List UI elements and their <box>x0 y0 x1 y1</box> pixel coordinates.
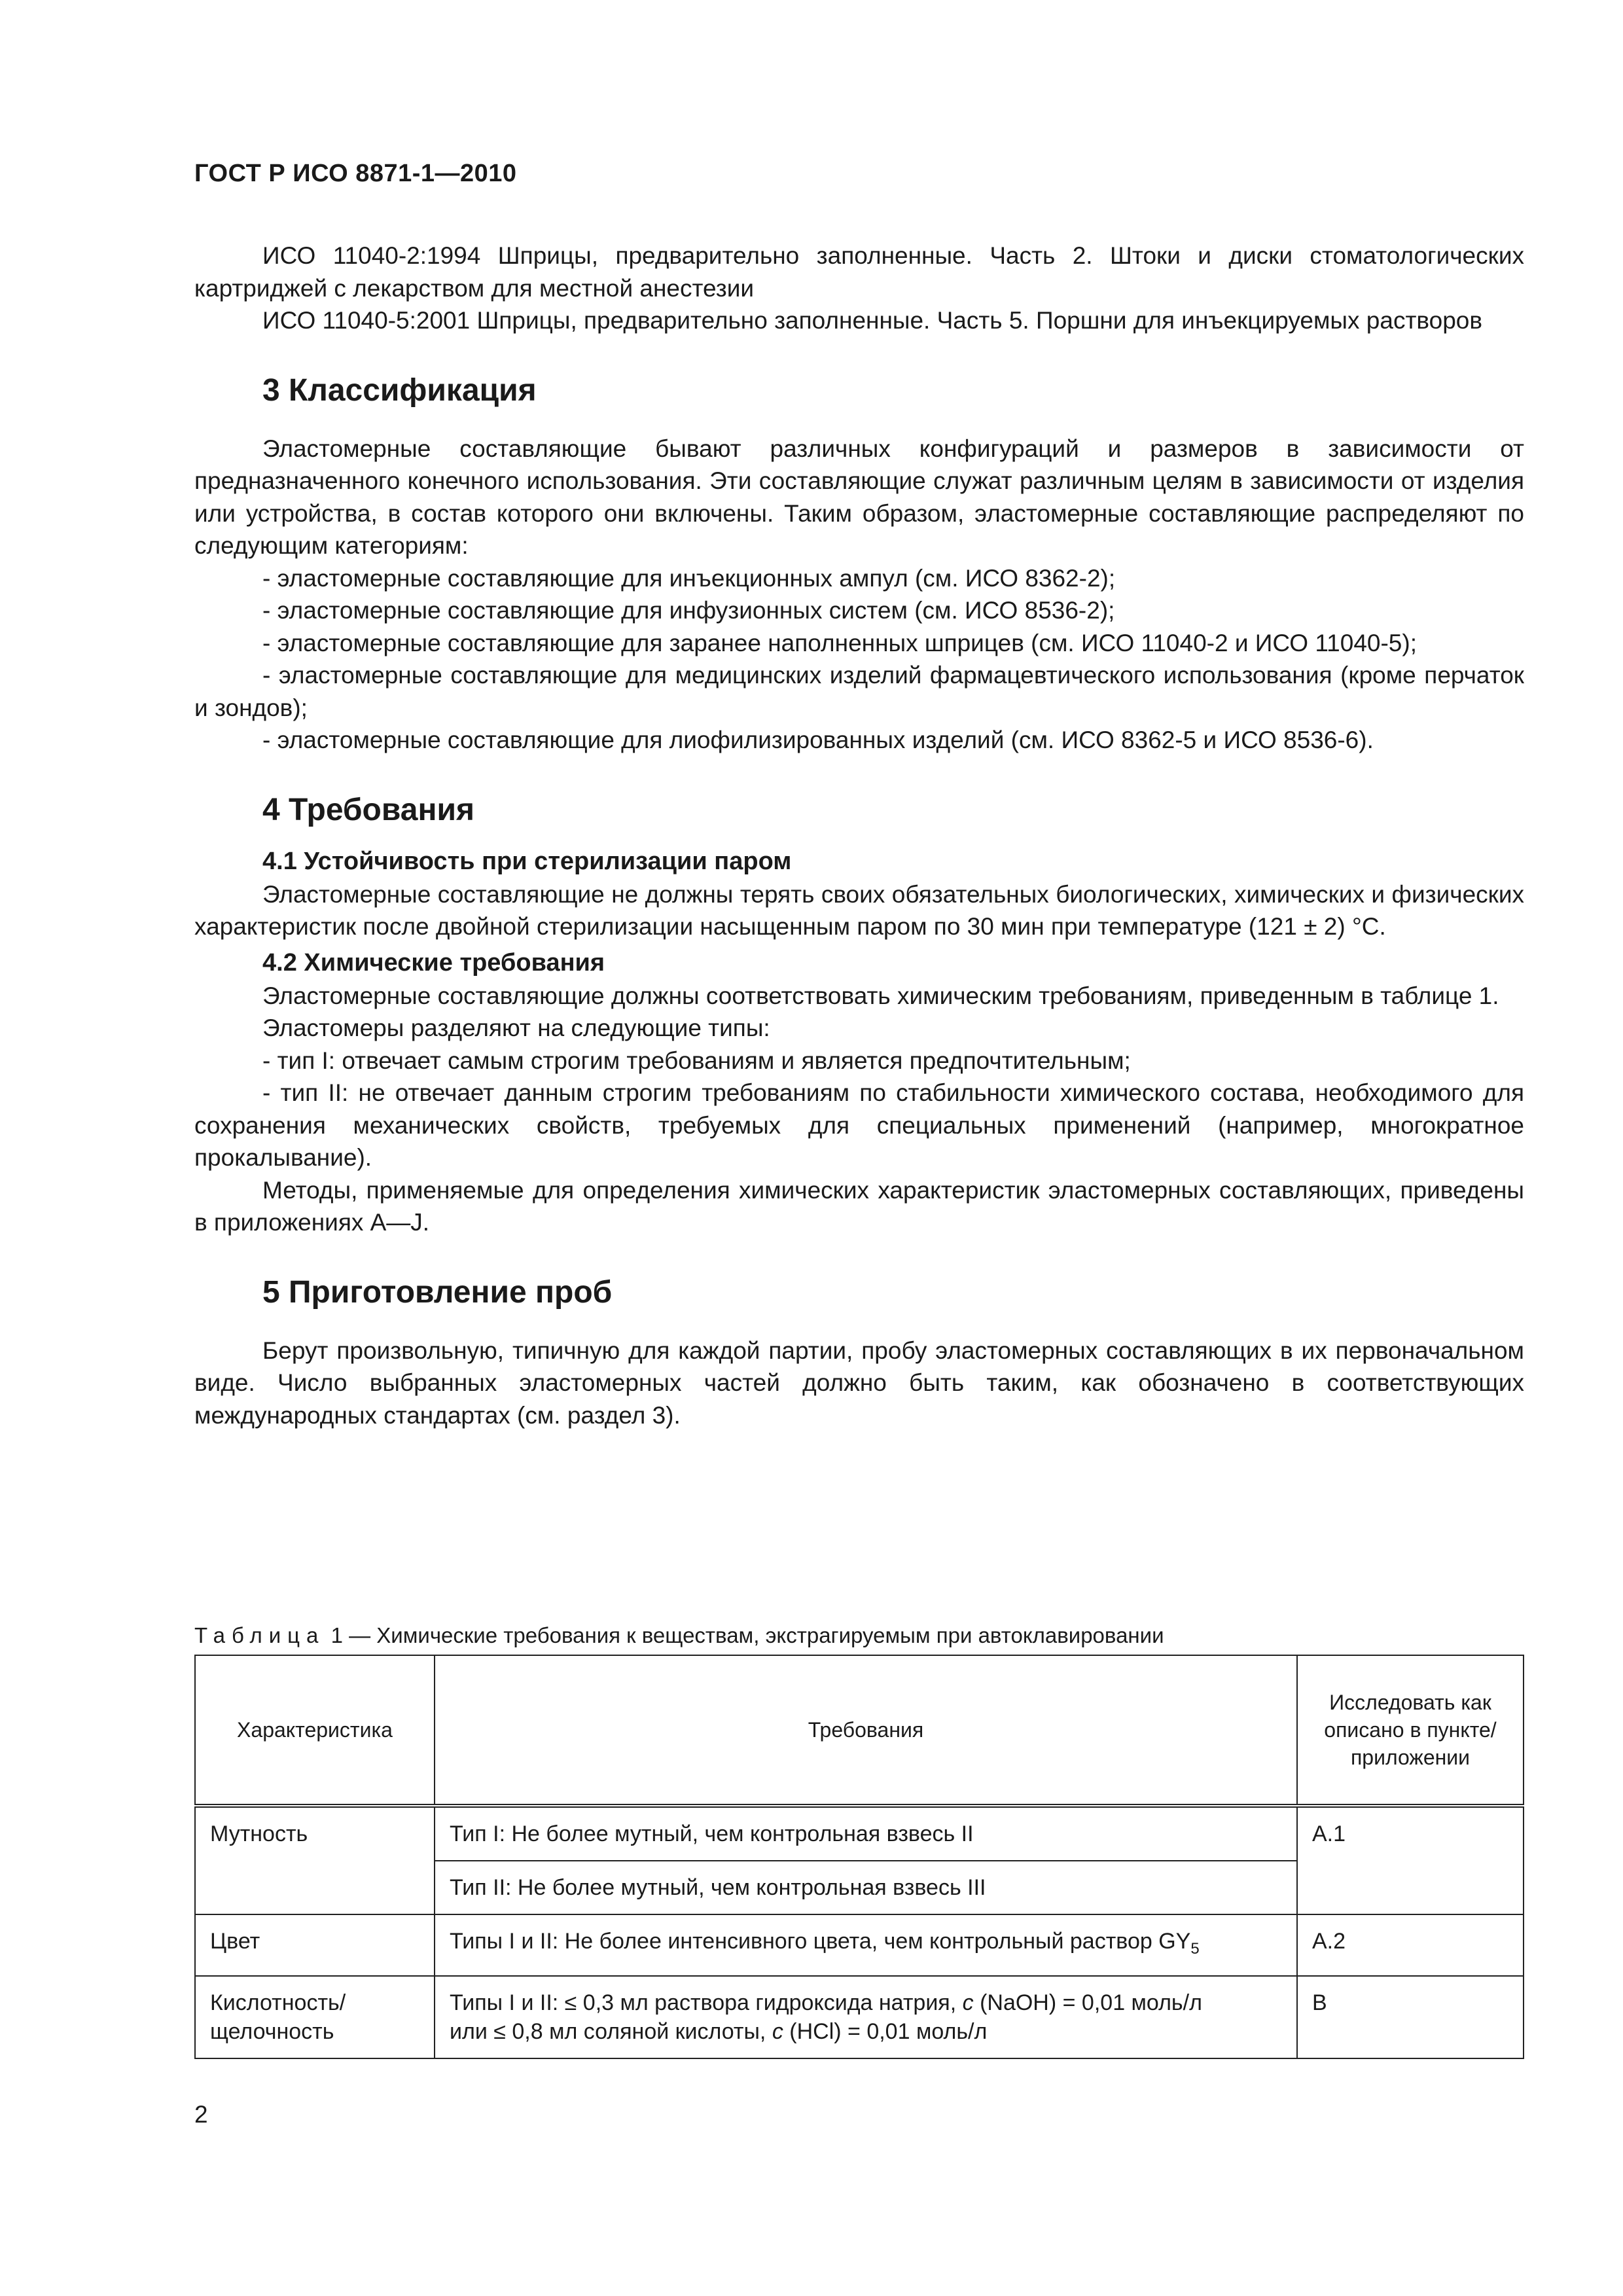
header-cell: Характеристика <box>195 1655 435 1806</box>
requirement-cell: Тип I: Не более мутный, чем контрольная взвесь II <box>435 1806 1297 1861</box>
list-item: - эластомерные составляющие для инфузионных систем (см. ИСО 8536-2); <box>262 597 1115 624</box>
list-item: - эластомерные составляющие для заранее наполненных шприцев (см. ИСО 11040-2 и ИСО 11040-5); <box>262 629 1417 656</box>
list-item: - эластомерные составляющие для инъекционных ампул (см. ИСО 8362-2); <box>262 564 1116 592</box>
table-caption-word: Таблица <box>194 1623 325 1647</box>
characteristic-cell: Мутность <box>195 1806 435 1914</box>
subsection-4-2-paragraph: Эластомеры разделяют на следующие типы: <box>262 1014 770 1041</box>
section-3-title: 3 Классификация <box>262 372 537 408</box>
header-cell: Исследовать как описано в пункте/ приложении <box>1297 1655 1524 1806</box>
header-cell: Требования <box>435 1655 1297 1806</box>
table-caption-text: 1 — Химические требования к веществам, экстрагируемым при автоклавировании <box>330 1623 1164 1647</box>
requirement-cell: Тип II: Не более мутный, чем контрольная взвесь III <box>435 1861 1297 1914</box>
requirement-cell <box>435 1976 1297 2058</box>
document-body <box>194 240 1524 1431</box>
requirement-text: Типы I и II: Не более интенсивного цвета, чем контрольный раствор GY <box>450 1929 1191 1954</box>
section-5-text: Берут произвольную, типичную для каждой партии, пробу эластомерных составляющих в их первоначальном виде. Число выбранных эластомерных частей должно быть таким, как обозначено в соответствующих международных стандартах (см. раздел 3). <box>194 1336 1524 1429</box>
subsection-4-2-paragraph: Эластомерные составляющие должны соответствовать химическим требованиям, приведенным в таблице 1. <box>262 982 1499 1009</box>
section-3-intro: Эластомерные составляющие бывают различных конфигураций и размеров в зависимости от предназначенного конечного использования. Эти составляющие служат различным целям в зависимости от изделия или устройства, в состав которого они включены. Таким образом, эластомерные составляющие распределяют по следующим категориям: <box>194 435 1524 559</box>
reference-cell: А.2 <box>1297 1914 1524 1976</box>
subscript: 5 <box>1190 1939 1200 1958</box>
concentration-symbol: с <box>962 1990 974 2015</box>
reference-cell: В <box>1297 1976 1524 2058</box>
list-item: - эластомерные составляющие для медицинских изделий фармацевтического использования (кроме перчаток и зондов); <box>194 662 1524 721</box>
table-row <box>195 1976 1524 2058</box>
characteristic-cell: Кислотность/ щелочность <box>195 1976 435 2058</box>
requirement-text: или ≤ 0,8 мл соляной кислоты, <box>450 2018 772 2044</box>
table-header-row <box>195 1655 1524 1806</box>
table-row <box>195 1806 1524 1861</box>
subsection-4-1-text: Эластомерные составляющие не должны терять своих обязательных биологических, химических и физических характеристик после двойной стерилизации насыщенным паром по 30 мин при температуре (121 ± 2) °С. <box>194 880 1524 940</box>
requirement-text: (NaOH) = 0,01 моль/л <box>973 1990 1202 2015</box>
subsection-4-2-title: 4.2 Химические требования <box>262 948 605 977</box>
section-4-title: 4 Требования <box>262 792 474 827</box>
reference-item: ИСО 11040-5:2001 Шприцы, предварительно заполненные. Часть 5. Поршни для инъекцируемых растворов <box>262 307 1483 334</box>
section-5-title: 5 Приготовление проб <box>262 1274 613 1310</box>
requirement-text: (HCl) = 0,01 моль/л <box>783 2018 988 2044</box>
concentration-symbol: с <box>772 2018 783 2044</box>
table-row <box>195 1914 1524 1976</box>
type-1-item: - тип I: отвечает самым строгим требованиям и является предпочтительным; <box>262 1047 1131 1074</box>
reference-cell: А.1 <box>1297 1806 1524 1914</box>
document-header: ГОСТ Р ИСО 8871-1—2010 <box>194 160 517 187</box>
reference-item: ИСО 11040-2:1994 Шприцы, предварительно заполненные. Часть 2. Штоки и диски стоматологических картриджей с лекарством для местной анестезии <box>194 242 1524 302</box>
page-number: 2 <box>194 2101 208 2128</box>
subsection-4-2-paragraph: Методы, применяемые для определения химических характеристик эластомерных составляющих, приведены в приложениях А—J. <box>194 1176 1524 1236</box>
characteristic-cell: Цвет <box>195 1914 435 1976</box>
chemical-requirements-table <box>194 1655 1524 2059</box>
requirement-cell <box>435 1914 1297 1976</box>
list-item: - эластомерные составляющие для лиофилизированных изделий (см. ИСО 8362-5 и ИСО 8536-6). <box>262 726 1374 753</box>
table-caption <box>194 1623 1164 1648</box>
requirement-text: Типы I и II: ≤ 0,3 мл раствора гидроксида натрия, <box>450 1990 963 2015</box>
type-2-item: - тип II: не отвечает данным строгим требованиям по стабильности химического состава, необходимого для сохранения механических свойств, требуемых для специальных применений (например, многократное прокалывание). <box>194 1079 1524 1171</box>
subsection-4-1-title: 4.1 Устойчивость при стерилизации паром <box>262 847 792 875</box>
